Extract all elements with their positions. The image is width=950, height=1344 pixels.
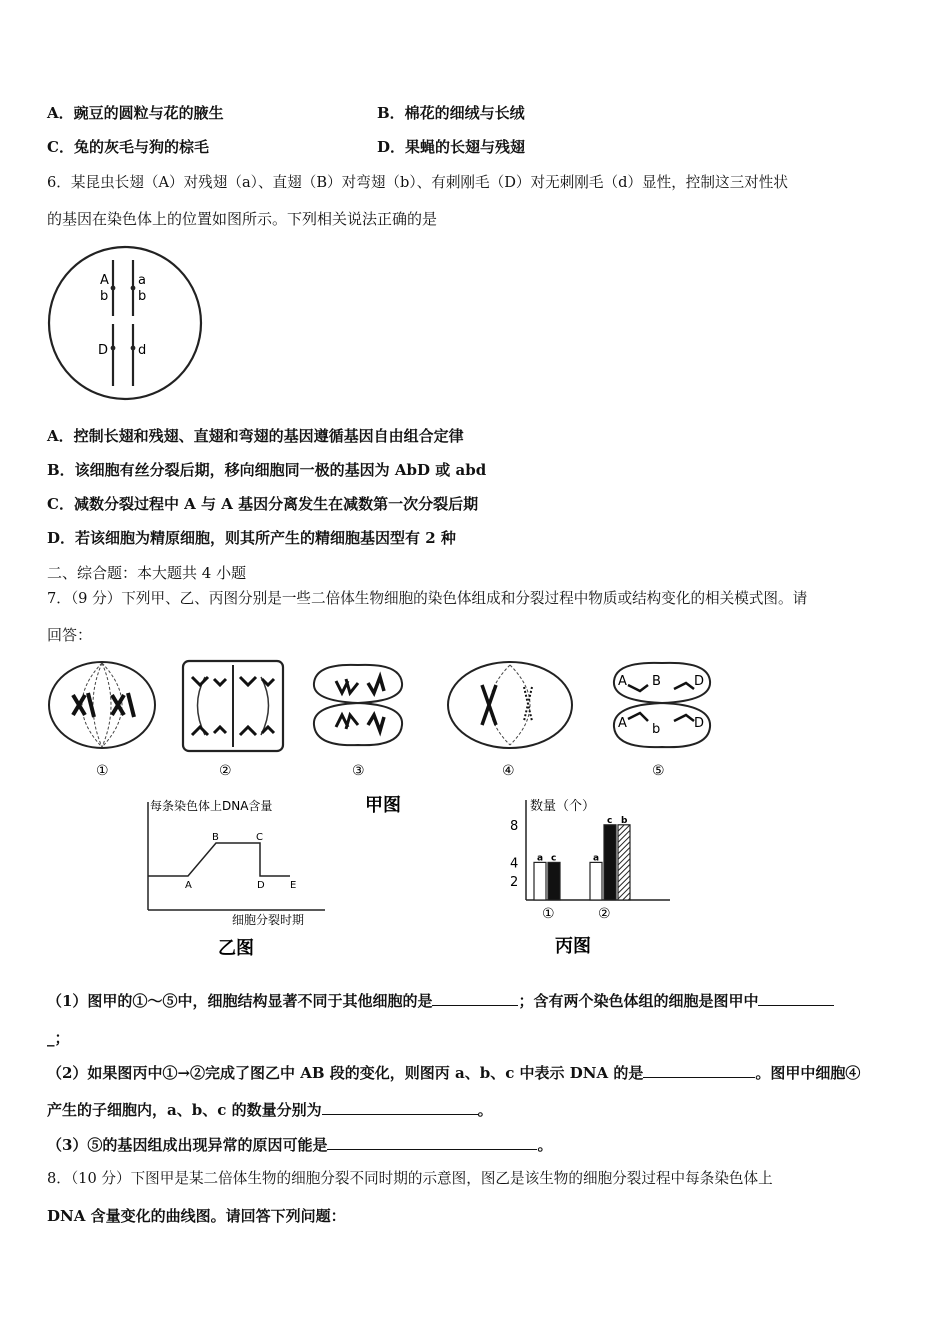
- cell-1: [49, 662, 155, 779]
- q5-option-a: A．豌豆的圆粒与花的腋生: [47, 104, 224, 122]
- bing-ytick: 2: [510, 875, 519, 891]
- q7-sub2-line2: [47, 1099, 493, 1120]
- q7-sub2-text-a: （2）如果图丙中①→②完成了图乙中 AB 段的变化，则图丙 a、b、c 中表示 DNA 的是: [47, 1064, 644, 1082]
- gene-label: b: [652, 722, 661, 737]
- cell-label: ①: [96, 763, 109, 779]
- q6-option-c: C．减数分裂过程中 A 与 A 基因分离发生在减数第一次分裂后期: [47, 495, 479, 513]
- q5-option-b: B．棉花的细绒与长绒: [377, 104, 525, 122]
- q7-bing-chart: [500, 790, 700, 962]
- bing-bar-label: a: [537, 853, 544, 864]
- q5-option-c: C．兔的灰毛与狗的棕毛: [47, 138, 209, 156]
- yi-title: 乙图: [218, 938, 254, 959]
- cell-label: ④: [502, 763, 515, 779]
- q7-sub1-text-b: ；含有两个染色体组的细胞是图甲中: [518, 992, 759, 1010]
- bing-bar-a: [590, 862, 602, 900]
- bing-bar-label: c: [551, 853, 557, 864]
- yi-xlabel: 细胞分裂时期: [232, 913, 305, 927]
- bing-bar-c: [548, 862, 560, 900]
- period: 。: [477, 1101, 493, 1119]
- answer-blank-2[interactable]: [758, 991, 834, 1006]
- bing-bar-label: b: [621, 815, 628, 826]
- q7-stem-line2: 回答：: [47, 626, 93, 644]
- bing-category-label: ②: [598, 906, 611, 922]
- q6-option-a: A．控制长翅和残翅、直翅和弯翅的基因遵循基因自由组合定律: [47, 427, 464, 445]
- bing-bar-label: c: [607, 815, 613, 826]
- jia-title: 甲图: [365, 795, 401, 816]
- bing-ytick: 8: [510, 818, 519, 834]
- q8-stem-line2: DNA 含量变化的曲线图。请回答下列问题：: [47, 1207, 346, 1225]
- gene-label: b: [138, 289, 147, 304]
- q7-sub2: [47, 1062, 860, 1083]
- q6-option-b: B．该细胞有丝分裂后期，移向细胞同一极的基因为 AbD 或 abd: [47, 461, 487, 479]
- gene-label: A: [618, 716, 627, 731]
- answer-blank-4[interactable]: [322, 1100, 478, 1115]
- bing-bar-c: [604, 825, 616, 900]
- bing-ytick: 4: [510, 856, 519, 872]
- cell-2: [183, 661, 283, 779]
- answer-blank-3[interactable]: [643, 1063, 755, 1078]
- bing-bar-a: [534, 862, 546, 900]
- q7-sub2-text-b: 。图甲中细胞④: [755, 1064, 861, 1082]
- section-2-title: 二、综合题：本大题共 4 小题: [47, 564, 247, 582]
- period: 。: [537, 1136, 553, 1154]
- gene-label: d: [138, 343, 147, 358]
- cell-4: [448, 662, 572, 779]
- yi-ylabel: 每条染色体上DNA含量: [150, 799, 273, 813]
- gene-label: a: [138, 273, 146, 288]
- point-label: B: [212, 832, 219, 843]
- gene-label: D: [694, 716, 705, 731]
- point-label: D: [257, 880, 265, 891]
- q7-sub1-end: _；: [47, 1029, 70, 1047]
- bing-bar-label: a: [593, 853, 600, 864]
- bing-title: 丙图: [555, 936, 591, 957]
- q6-option-d: D．若该细胞为精原细胞，则其所产生的精细胞基因型有 2 种: [47, 529, 456, 547]
- q7-sub2-line2-text: 产生的子细胞内，a、b、c 的数量分别为: [47, 1101, 322, 1119]
- cell-3: [314, 665, 402, 779]
- q6-stem-line2: 的基因在染色体上的位置如图所示。下列相关说法正确的是: [47, 210, 438, 228]
- gene-label: A: [100, 273, 109, 288]
- gene-label: D: [694, 674, 705, 689]
- q6-chromosome-figure: [46, 244, 206, 404]
- answer-blank-5[interactable]: [327, 1135, 537, 1150]
- q7-stem-line1: 7．（9 分）下列甲、乙、丙图分别是一些二倍体生物细胞的染色体组成和分裂过程中物质或结构变化的相关模式图。请: [47, 590, 808, 607]
- cell-label: ③: [352, 763, 365, 779]
- q7-sub1-text-a: （1）图甲的①～⑤中，细胞结构显著不同于其他细胞的是: [47, 992, 433, 1010]
- q7-sub1: [47, 990, 834, 1011]
- point-label: A: [185, 880, 192, 891]
- q7-sub3-text: （3）⑤的基因组成出现异常的原因可能是: [47, 1136, 328, 1154]
- bing-bar-b: [618, 825, 630, 900]
- q5-option-d: D．果蝇的长翅与残翅: [377, 138, 526, 156]
- q8-stem-line1: 8．（10 分）下图甲是某二倍体生物的细胞分裂不同时期的示意图，图乙是该生物的细胞分裂过程中每条染色体上: [47, 1170, 773, 1187]
- gene-label: B: [652, 674, 661, 689]
- point-label: C: [256, 832, 263, 843]
- gene-label: D: [98, 343, 109, 358]
- q7-yi-chart: [140, 792, 340, 962]
- gene-label: A: [618, 674, 627, 689]
- bing-ylabel: 数量（个）: [530, 799, 596, 814]
- gene-label: b: [100, 289, 109, 304]
- bing-category-label: ①: [542, 906, 555, 922]
- point-label: E: [290, 880, 297, 891]
- cell-label: ②: [219, 763, 232, 779]
- answer-blank-1[interactable]: [432, 991, 518, 1006]
- q7-sub3: [47, 1134, 552, 1155]
- cell-5: [614, 663, 710, 779]
- q6-stem-line1: 6．某昆虫长翅（A）对残翅（a）、直翅（B）对弯翅（b）、有刺刚毛（D）对无刺刚毛（d）显性，控制这三对性状: [47, 174, 788, 191]
- cell-label: ⑤: [652, 763, 665, 779]
